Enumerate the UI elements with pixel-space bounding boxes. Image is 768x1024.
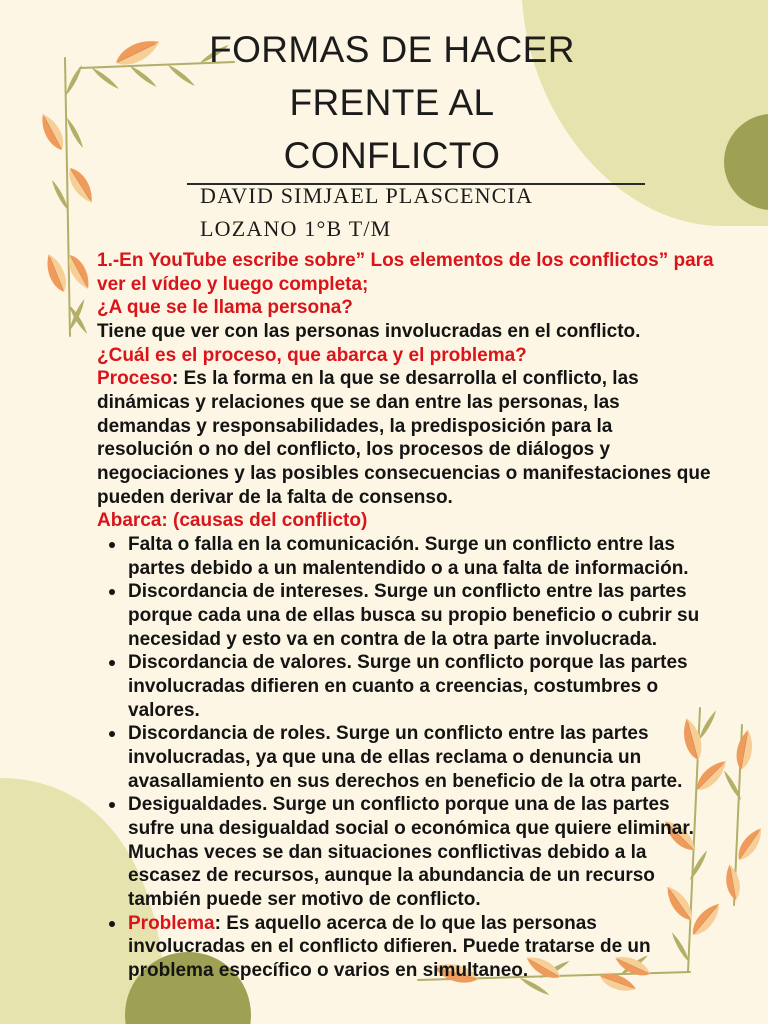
title-line: CONFLICTO [283, 135, 501, 176]
bullet-dot [109, 542, 115, 548]
instruction-text: 1.-En YouTube escribe sobre” Los elementos de los conflictos” para ver el vídeo y luego completa; [97, 250, 714, 295]
author-name [200, 179, 533, 245]
leaf [42, 251, 71, 294]
list-item [128, 793, 714, 911]
bullet-dot [109, 589, 115, 595]
bullet-dot [109, 731, 115, 737]
cause-text: Discordancia de roles. Surge un conflicto entre las partes involucradas, ya que una de ellas reclama o denuncia un avasallamiento en sus derechos en beneficio de la otra parte. [128, 723, 683, 792]
leaf [64, 64, 84, 96]
leaf [36, 111, 68, 154]
page-title [92, 23, 692, 182]
leaf [65, 117, 85, 149]
list-item [128, 651, 714, 722]
answer-person: Tiene que ver con las personas involucradas en el conflicto. [97, 321, 641, 343]
list-item [128, 580, 714, 651]
author-line: LOZANO 1°B T/M [200, 216, 392, 241]
bullet-dot [109, 660, 115, 666]
assignment-content [97, 249, 714, 983]
leaf [733, 825, 766, 864]
leaf [734, 729, 756, 772]
cause-text: Discordancia de valores. Surge un conflicto porque las partes involucradas difieren en cuanto a creencias, costumbres o valores. [128, 652, 688, 721]
list-item [128, 533, 714, 580]
leaf [723, 863, 742, 901]
cause-text: Discordancia de intereses. Surge un conflicto entre las partes porque cada una de ellas busca su propio beneficio o cubrir su necesidad y esto va en contra de la otra parte involucrada. [128, 581, 700, 650]
list-item [128, 722, 714, 793]
causes-list [97, 533, 714, 983]
bullet-dot [109, 921, 115, 927]
scope-heading: Abarca: (causas del conflicto) [97, 510, 368, 532]
title-line: FORMAS DE HACER [209, 29, 575, 70]
author-line: DAVID SIMJAEL PLASCENCIA [200, 183, 534, 208]
problem-label: Problema [128, 912, 215, 934]
cause-text: Falta o falla en la comunicación. Surge un conflicto entre las partes debido a un malentendido o a una falta de información. [128, 534, 689, 579]
question-process: ¿Cuál es el proceso, que abarca y el problema? [97, 344, 527, 366]
list-item [128, 912, 714, 983]
leaf-stem [65, 58, 70, 336]
cause-text: Desigualdades. Surge un conflicto porque una de las partes sufre una desigualdad social o económica que quiere eliminar. Muchas veces se dan situaciones conflictivas debido a la escasez de recursos, aunque la abundancia de un recurso también puede ser motivo de conflicto. [128, 794, 694, 911]
bullet-dot [109, 802, 115, 808]
process-text: : Es la forma en la que se desarrolla el conflicto, las dinámicas y relaciones que se dan entre las personas, las demandas y responsabilidades, la predisposición para la resolución o no del conflicto, los procesos de diálogos y negociaciones y las posibles consecuencias o manifestaciones que pueden derivar de la falta de consenso. [97, 368, 711, 508]
question-person: ¿A que se le llama persona? [97, 297, 353, 319]
title-line: FRENTE AL [289, 82, 495, 123]
problem-text: : Es aquello acerca de lo que las personas involucradas en el conflicto difieren. Puede tratarse de un problema específico o varios en simultaneo. [128, 912, 651, 982]
process-definition [97, 367, 714, 509]
process-label: Proceso [97, 368, 172, 390]
